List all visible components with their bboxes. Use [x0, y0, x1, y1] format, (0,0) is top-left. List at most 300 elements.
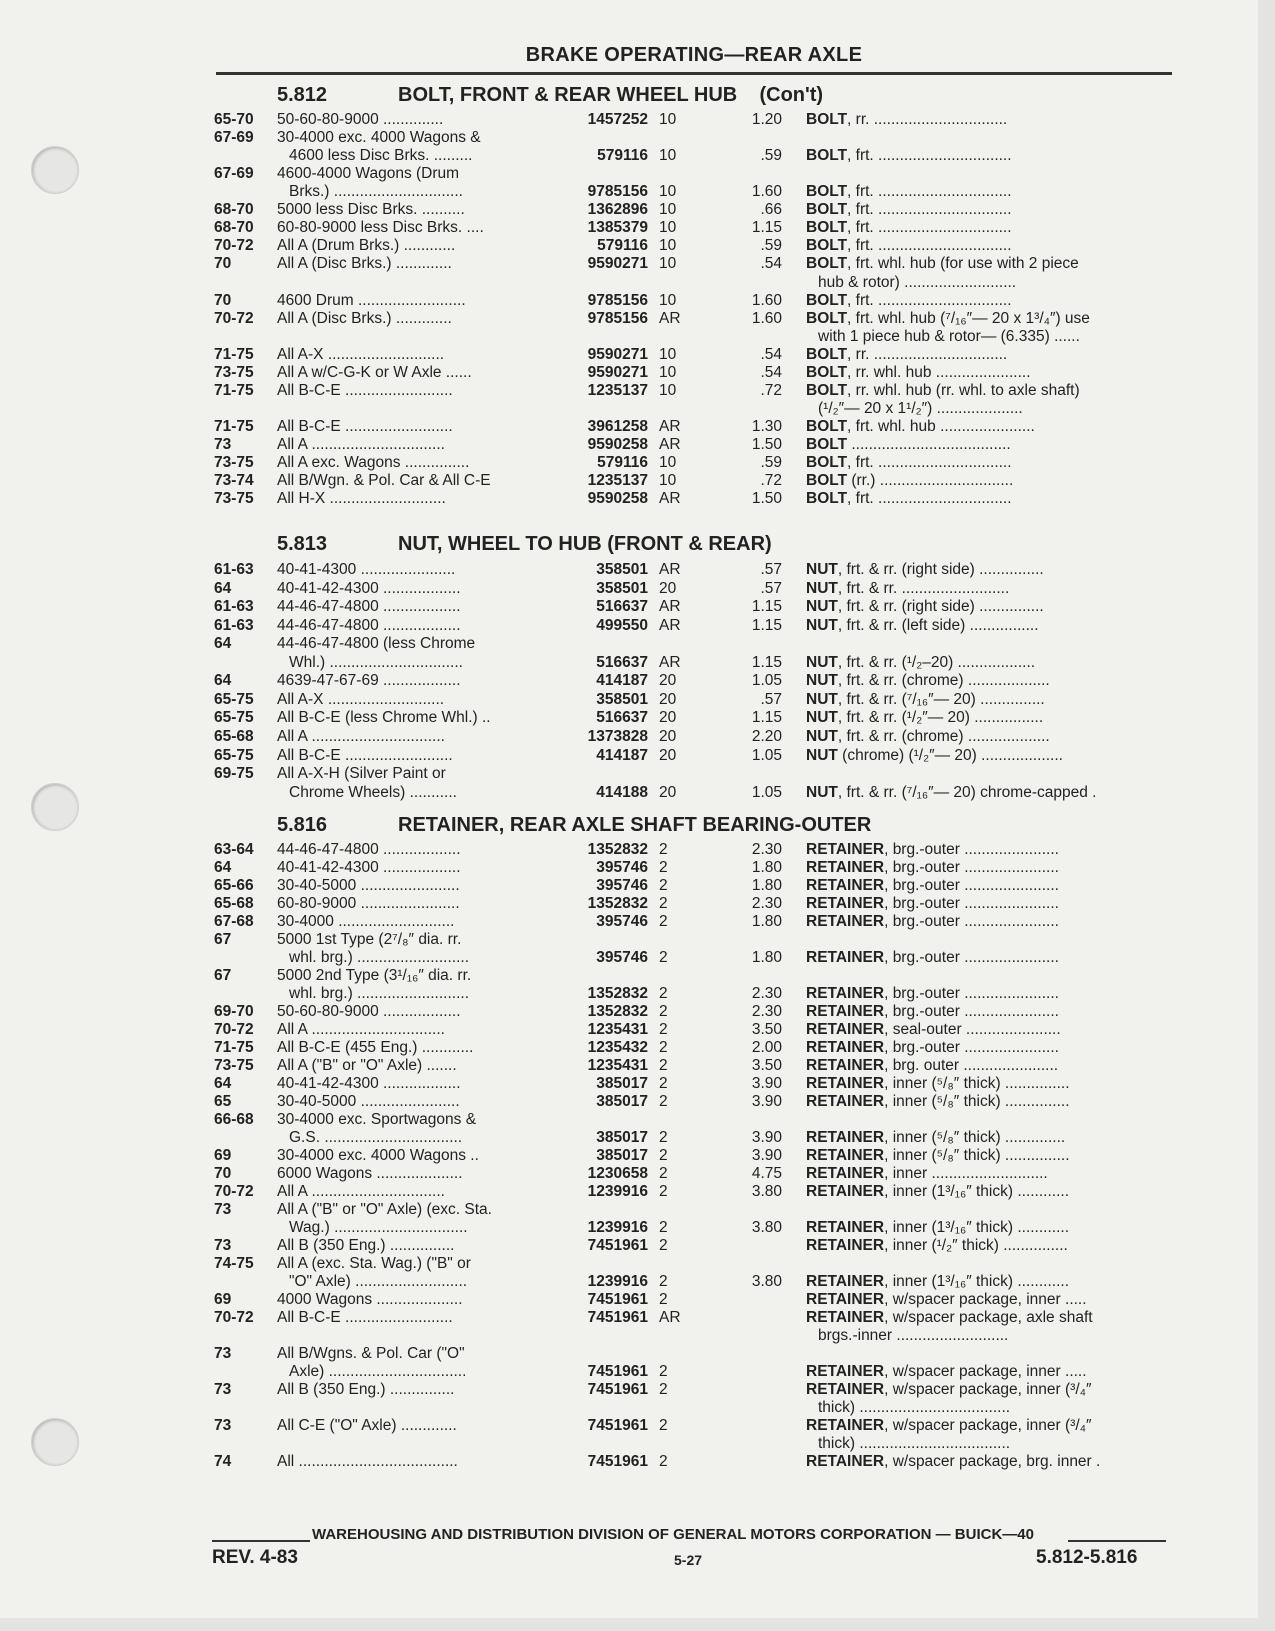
quantity: 2 [659, 1165, 668, 1182]
application: 4600-4000 Wagons (Drum [277, 165, 460, 183]
part-number: 1239916 [587, 1183, 648, 1200]
description-text: , frt. & rr. (right side) ............... [837, 598, 1044, 616]
model-year: 61-63 [214, 598, 254, 616]
part-name: RETAINER [806, 1453, 885, 1470]
part-name: RETAINER [806, 877, 885, 894]
part-description [806, 382, 1166, 400]
quantity: AR [659, 1309, 681, 1326]
part-number: 1235431 [587, 1021, 648, 1038]
part-description [806, 1237, 1166, 1255]
application: 44-46-47-4800 .................. [277, 598, 461, 616]
model-year: 70 [214, 291, 232, 309]
model-year: 70-72 [214, 1309, 254, 1326]
price: 3.80 [751, 1273, 782, 1290]
part-number: 1239916 [587, 1273, 648, 1290]
table-row [0, 255, 1258, 273]
description-text: , frt. whl. hub (for use with 2 piece [847, 255, 1079, 273]
application: 30-4000 exc. 4000 Wagons .. [277, 1147, 479, 1164]
quantity: 20 [659, 690, 677, 708]
quantity: 10 [659, 111, 677, 128]
price: 1.80 [751, 913, 782, 930]
table-row [0, 765, 1258, 783]
application: All B/Wgn. & Pol. Car & All C-E [277, 472, 491, 489]
part-number: 395746 [596, 949, 648, 966]
model-year: 70 [214, 255, 232, 273]
model-year: 67-68 [214, 913, 254, 930]
part-number: 7451961 [587, 1237, 648, 1254]
part-name: BOLT [806, 255, 848, 273]
quantity: AR [659, 598, 681, 616]
quantity: 2 [659, 985, 668, 1002]
table-row [0, 1003, 1258, 1021]
table-row [0, 747, 1258, 765]
description-text: with 1 piece hub & rotor— (6.335) ...... [818, 327, 1080, 345]
table-row [0, 1219, 1258, 1237]
price: 1.60 [751, 183, 782, 201]
part-number: 516637 [596, 709, 648, 727]
price: 3.50 [751, 1057, 782, 1074]
application: All B (350 Eng.) ............... [277, 1237, 455, 1254]
application: All A (Disc Brks.) ............. [277, 255, 452, 273]
table-row [0, 183, 1258, 201]
part-name: BOLT [806, 381, 848, 399]
quantity: 10 [659, 255, 677, 273]
part-name: RETAINER [806, 1381, 885, 1398]
part-number: 1239916 [587, 1219, 648, 1236]
part-number: 385017 [596, 1075, 648, 1092]
part-description [806, 747, 1166, 765]
description-text: , rr. ............................... [847, 111, 1008, 128]
model-year: 71-75 [214, 417, 254, 435]
part-name: RETAINER [806, 1291, 885, 1308]
table-row [0, 1417, 1258, 1435]
application: All A ............................... [277, 435, 445, 453]
application: All A ............................... [277, 728, 445, 745]
part-description [806, 1291, 1166, 1309]
table-row [0, 691, 1258, 709]
application: "O" Axle) .......................... [289, 1273, 468, 1290]
table-row [0, 1381, 1258, 1399]
quantity: 2 [659, 1147, 668, 1164]
price: 1.60 [751, 291, 782, 309]
price: 2.00 [751, 1039, 782, 1056]
table-row [0, 617, 1258, 635]
part-description [806, 237, 1166, 255]
quantity: 10 [659, 345, 677, 363]
quantity: 20 [659, 783, 677, 801]
price: 1.15 [751, 598, 782, 616]
part-description [806, 255, 1166, 273]
part-description [806, 728, 1166, 746]
table-row [0, 418, 1258, 436]
model-year: 73-75 [214, 1057, 254, 1074]
table-row [0, 1435, 1258, 1453]
model-year: 69 [214, 1291, 232, 1308]
application: 5000 less Disc Brks. .......... [277, 201, 465, 219]
part-description [806, 985, 1166, 1003]
application: 4000 Wagons .................... [277, 1291, 463, 1308]
part-description [806, 1039, 1166, 1057]
model-year: 70-72 [214, 237, 254, 255]
part-description [806, 949, 1166, 967]
price: .59 [760, 147, 782, 165]
quantity: 2 [659, 949, 668, 966]
part-description [806, 418, 1166, 436]
description-text: , w/spacer package, axle shaft [884, 1309, 1093, 1326]
part-description [818, 1399, 1166, 1417]
part-name: RETAINER [806, 1309, 885, 1326]
part-number: 516637 [596, 598, 648, 616]
model-year: 71-75 [214, 381, 254, 399]
table-row [0, 877, 1258, 895]
table-row [0, 436, 1258, 454]
application: All A (exc. Sta. Wag.) ("B" or [277, 1255, 471, 1272]
model-year: 74-75 [214, 1255, 254, 1272]
part-name: RETAINER [806, 895, 885, 912]
model-year: 73-75 [214, 453, 254, 471]
description-text: , w/spacer package, brg. inner . [884, 1453, 1101, 1470]
table-row [0, 654, 1258, 672]
part-name: RETAINER [806, 1183, 885, 1200]
table-row [0, 635, 1258, 653]
description-text: , frt. ............................... [847, 183, 1012, 201]
description-text: , brg.-outer ...................... [884, 913, 1059, 930]
description-text: , w/spacer package, inner ..... [884, 1291, 1087, 1308]
part-name: NUT [806, 672, 838, 690]
part-number: 414187 [596, 746, 648, 764]
quantity: 20 [659, 728, 677, 745]
table-row [0, 913, 1258, 931]
description-text: (¹/₂″— 20 x 1¹/₂″) .................... [818, 399, 1023, 417]
model-year: 69-70 [214, 1003, 254, 1020]
part-number: 414188 [596, 783, 648, 801]
section-name: RETAINER, REAR AXLE SHAFT BEARING-OUTER [398, 814, 872, 836]
part-description [806, 1165, 1166, 1183]
description-text: , frt. ............................... [847, 219, 1012, 237]
application: All H-X ........................... [277, 490, 446, 508]
description-text: , inner (⁵/₈″ thick) ............... [884, 1093, 1070, 1110]
part-name: NUT [806, 653, 838, 671]
price: .72 [760, 472, 782, 489]
section-number: 5.816 [277, 814, 328, 836]
part-description [806, 1129, 1166, 1147]
model-year: 68-70 [214, 219, 254, 237]
quantity: 2 [659, 1075, 668, 1092]
table-row [0, 1345, 1258, 1363]
table-row [0, 1273, 1258, 1291]
application: whl. brg.) .......................... [289, 985, 470, 1002]
application: All B/Wgns. & Pol. Car ("O" [277, 1345, 465, 1362]
application: All A ............................... [277, 1183, 445, 1200]
description-text: (rr.) ............................... [847, 472, 1014, 489]
application: 40-41-4300 ...................... [277, 561, 456, 578]
model-year: 69-75 [214, 765, 254, 782]
table-row [0, 598, 1258, 616]
model-year: 73-74 [214, 472, 254, 489]
price: 3.80 [751, 1183, 782, 1200]
quantity: 10 [659, 453, 677, 471]
quantity: 10 [659, 291, 677, 309]
table-row [0, 1021, 1258, 1039]
footer-rule-left [212, 1540, 310, 1542]
quantity: 10 [659, 237, 677, 255]
model-year: 67-69 [214, 129, 254, 147]
part-name: BOLT [806, 453, 848, 471]
description-text: brgs.-inner .......................... [818, 1327, 1009, 1344]
description-text: , w/spacer package, inner (³/₄″ [884, 1417, 1092, 1434]
part-number: 358501 [596, 690, 648, 708]
quantity: AR [659, 309, 681, 327]
model-year: 67 [214, 931, 232, 948]
part-description [806, 691, 1166, 709]
application: 50-60-80-9000 .............. [277, 111, 444, 128]
part-name: NUT [806, 579, 838, 597]
part-number: 1235137 [587, 472, 648, 489]
application: All B-C-E ......................... [277, 746, 453, 764]
table-row [0, 346, 1258, 364]
revision-label: REV. 4-83 [212, 1547, 298, 1568]
price: 1.50 [751, 490, 782, 508]
table-row [0, 1147, 1258, 1165]
model-year: 73-75 [214, 363, 254, 381]
application: All C-E ("O" Axle) ............. [277, 1417, 457, 1434]
application: 44-46-47-4800 (less Chrome [277, 635, 476, 653]
part-description [806, 1183, 1166, 1201]
model-year: 65-70 [214, 111, 254, 128]
model-year: 65-75 [214, 709, 254, 727]
model-year: 64 [214, 635, 232, 653]
part-name: NUT [806, 746, 838, 764]
part-number: 1373828 [587, 728, 648, 745]
part-description [806, 1381, 1166, 1399]
part-name: RETAINER [806, 1147, 885, 1164]
description-text: , frt. & rr. (left side) ................ [837, 616, 1039, 634]
model-year: 64 [214, 859, 232, 876]
part-description [806, 219, 1166, 237]
part-name: RETAINER [806, 1363, 885, 1380]
page-number: 5-27 [674, 1552, 703, 1568]
part-description [806, 364, 1166, 382]
description-text: , inner (1³/₁₆″ thick) ............ [884, 1273, 1070, 1290]
model-year: 73 [214, 1417, 232, 1434]
application: All A-X ........................... [277, 345, 445, 363]
description-text: , inner (1³/₁₆″ thick) ............ [884, 1183, 1070, 1200]
part-name: RETAINER [806, 1039, 885, 1056]
table-row [0, 1093, 1258, 1111]
application: All A (Drum Brks.) ............ [277, 237, 456, 255]
model-year: 73-75 [214, 490, 254, 508]
table-row [0, 1183, 1258, 1201]
application: 30-4000 exc. 4000 Wagons & [277, 129, 481, 147]
table-row [0, 364, 1258, 382]
quantity: 10 [659, 472, 677, 489]
price: 1.05 [751, 672, 782, 690]
description-text: , frt. whl. hub (⁷/₁₆″— 20 x 1³/₄″) use [847, 309, 1090, 327]
model-year: 63-64 [214, 841, 254, 858]
application: All B-C-E (455 Eng.) ............ [277, 1039, 474, 1056]
price: 1.05 [751, 746, 782, 764]
table-row [0, 1363, 1258, 1381]
model-year: 73 [214, 1381, 232, 1398]
model-year: 70 [214, 1165, 232, 1182]
application: 4600 less Disc Brks. ......... [289, 147, 473, 165]
table-row [0, 382, 1258, 400]
price: .54 [760, 345, 782, 363]
part-name: RETAINER [806, 1093, 885, 1110]
model-year: 70-72 [214, 1021, 254, 1038]
part-number: 358501 [596, 561, 648, 578]
part-name: BOLT [806, 490, 848, 508]
quantity: 2 [659, 859, 668, 876]
model-year: 65-75 [214, 690, 254, 708]
price: 3.90 [751, 1075, 782, 1092]
table-row [0, 1057, 1258, 1075]
model-year: 74 [214, 1453, 232, 1470]
model-year: 71-75 [214, 345, 254, 363]
model-year: 61-63 [214, 561, 254, 578]
price: 1.60 [751, 309, 782, 327]
table-row [0, 1075, 1258, 1093]
part-description [806, 672, 1166, 690]
section-name: BOLT, FRONT & REAR WHEEL HUB (Con't) [398, 84, 824, 106]
price: 3.80 [751, 1219, 782, 1236]
part-name: BOLT [806, 183, 848, 201]
part-description [806, 1003, 1166, 1021]
application: Axle) ................................ [289, 1363, 467, 1380]
part-name: NUT [806, 783, 838, 801]
part-number: 414187 [596, 672, 648, 690]
table-row [0, 201, 1258, 219]
price: .59 [760, 237, 782, 255]
part-number: 1230658 [587, 1165, 648, 1182]
part-description [806, 1453, 1166, 1471]
part-description [806, 454, 1166, 472]
model-year: 70-72 [214, 1183, 254, 1200]
table-row [0, 129, 1258, 147]
model-year: 64 [214, 579, 232, 597]
table-row [0, 219, 1258, 237]
table-row [0, 709, 1258, 727]
table-row [0, 1453, 1258, 1471]
price: 2.30 [751, 1003, 782, 1020]
application: All A ("B" or "O" Axle) (exc. Sta. [277, 1201, 492, 1218]
price: 4.75 [751, 1165, 782, 1182]
quantity: 10 [659, 201, 677, 219]
description-text: , brg.-outer ...................... [884, 841, 1059, 858]
part-name: BOLT [806, 147, 848, 165]
table-row [0, 454, 1258, 472]
table-row [0, 1255, 1258, 1273]
description-text: , frt. & rr. (⁷/₁₆″— 20) chrome-capped . [837, 783, 1097, 801]
application: 5000 1st Type (2⁷/₈″ dia. rr. [277, 931, 462, 948]
part-number: 395746 [596, 877, 648, 894]
model-year: 73 [214, 435, 232, 453]
table-row [0, 967, 1258, 985]
description-text: , frt. & rr. ......................... [837, 579, 1010, 597]
application: 30-4000 ........................... [277, 913, 455, 930]
quantity: 2 [659, 1417, 668, 1434]
description-text: , frt. & rr. (chrome) ................... [837, 672, 1050, 690]
table-row [0, 1165, 1258, 1183]
model-year: 65-68 [214, 895, 254, 912]
application: 30-40-5000 ....................... [277, 1093, 460, 1110]
table-row [0, 1327, 1258, 1345]
part-description [806, 436, 1166, 454]
description-text: , frt. ............................... [847, 490, 1012, 508]
application: 40-41-42-4300 .................. [277, 1075, 461, 1092]
model-year: 67 [214, 967, 232, 984]
quantity: AR [659, 435, 681, 453]
description-text: , seal-outer ...................... [884, 1021, 1061, 1038]
part-name: NUT [806, 616, 838, 634]
price: 1.15 [751, 653, 782, 671]
application: All B (350 Eng.) ............... [277, 1381, 455, 1398]
description-text: , frt. & rr. (right side) ............... [837, 561, 1044, 578]
part-description [806, 654, 1166, 672]
table-row [0, 274, 1258, 292]
part-description [806, 598, 1166, 616]
part-number: 1235137 [587, 381, 648, 399]
part-name: RETAINER [806, 1273, 885, 1290]
quantity: 2 [659, 1363, 668, 1380]
description-text: , frt. & rr. (¹/₂–20) .................. [837, 653, 1036, 671]
description-text: , frt. & rr. (¹/₂″— 20) ................ [837, 709, 1044, 727]
application: G.S. ................................ [289, 1129, 463, 1146]
quantity: 2 [659, 1291, 668, 1308]
part-name: NUT [806, 561, 838, 578]
description-text: , brg.-outer ...................... [884, 985, 1059, 1002]
part-description [806, 877, 1166, 895]
price: .57 [760, 579, 782, 597]
table-row [0, 1039, 1258, 1057]
application: 60-80-9000 ....................... [277, 895, 460, 912]
price: 2.30 [751, 841, 782, 858]
description-text: , brg.-outer ...................... [884, 877, 1059, 894]
part-description [806, 472, 1166, 490]
table-row [0, 1399, 1258, 1417]
application: 50-60-80-9000 .................. [277, 1003, 461, 1020]
description-text: , inner (⁵/₈″ thick) ............... [884, 1075, 1070, 1092]
description-text: , brg.-outer ...................... [884, 1039, 1059, 1056]
part-name: BOLT [806, 345, 848, 363]
description-text: , rr. whl. hub ...................... [847, 363, 1031, 381]
application: All A-X-H (Silver Paint or [277, 765, 446, 782]
description-text: , inner ........................... [884, 1165, 1048, 1182]
application: Wag.) ............................... [289, 1219, 468, 1236]
price: .54 [760, 255, 782, 273]
quantity: 20 [659, 672, 677, 690]
quantity: AR [659, 561, 681, 578]
application: 6000 Wagons .................... [277, 1165, 463, 1182]
part-number: 1457252 [587, 111, 648, 128]
description-text: , brg. outer ...................... [884, 1057, 1059, 1074]
description-text: (chrome) (¹/₂″— 20) ................... [837, 746, 1063, 764]
part-description [806, 617, 1166, 635]
part-number: 9785156 [587, 309, 648, 327]
quantity: 2 [659, 841, 668, 858]
part-name: BOLT [806, 111, 848, 128]
header-rule [216, 72, 1172, 75]
table-row [0, 490, 1258, 508]
part-number: 9785156 [587, 291, 648, 309]
application: All A-X ........................... [277, 690, 445, 708]
application: Whl.) ............................... [289, 653, 463, 671]
application: 30-40-5000 ....................... [277, 877, 460, 894]
part-name: RETAINER [806, 1129, 885, 1146]
part-name: RETAINER [806, 1075, 885, 1092]
price: .57 [760, 561, 782, 578]
part-name: RETAINER [806, 1237, 885, 1254]
